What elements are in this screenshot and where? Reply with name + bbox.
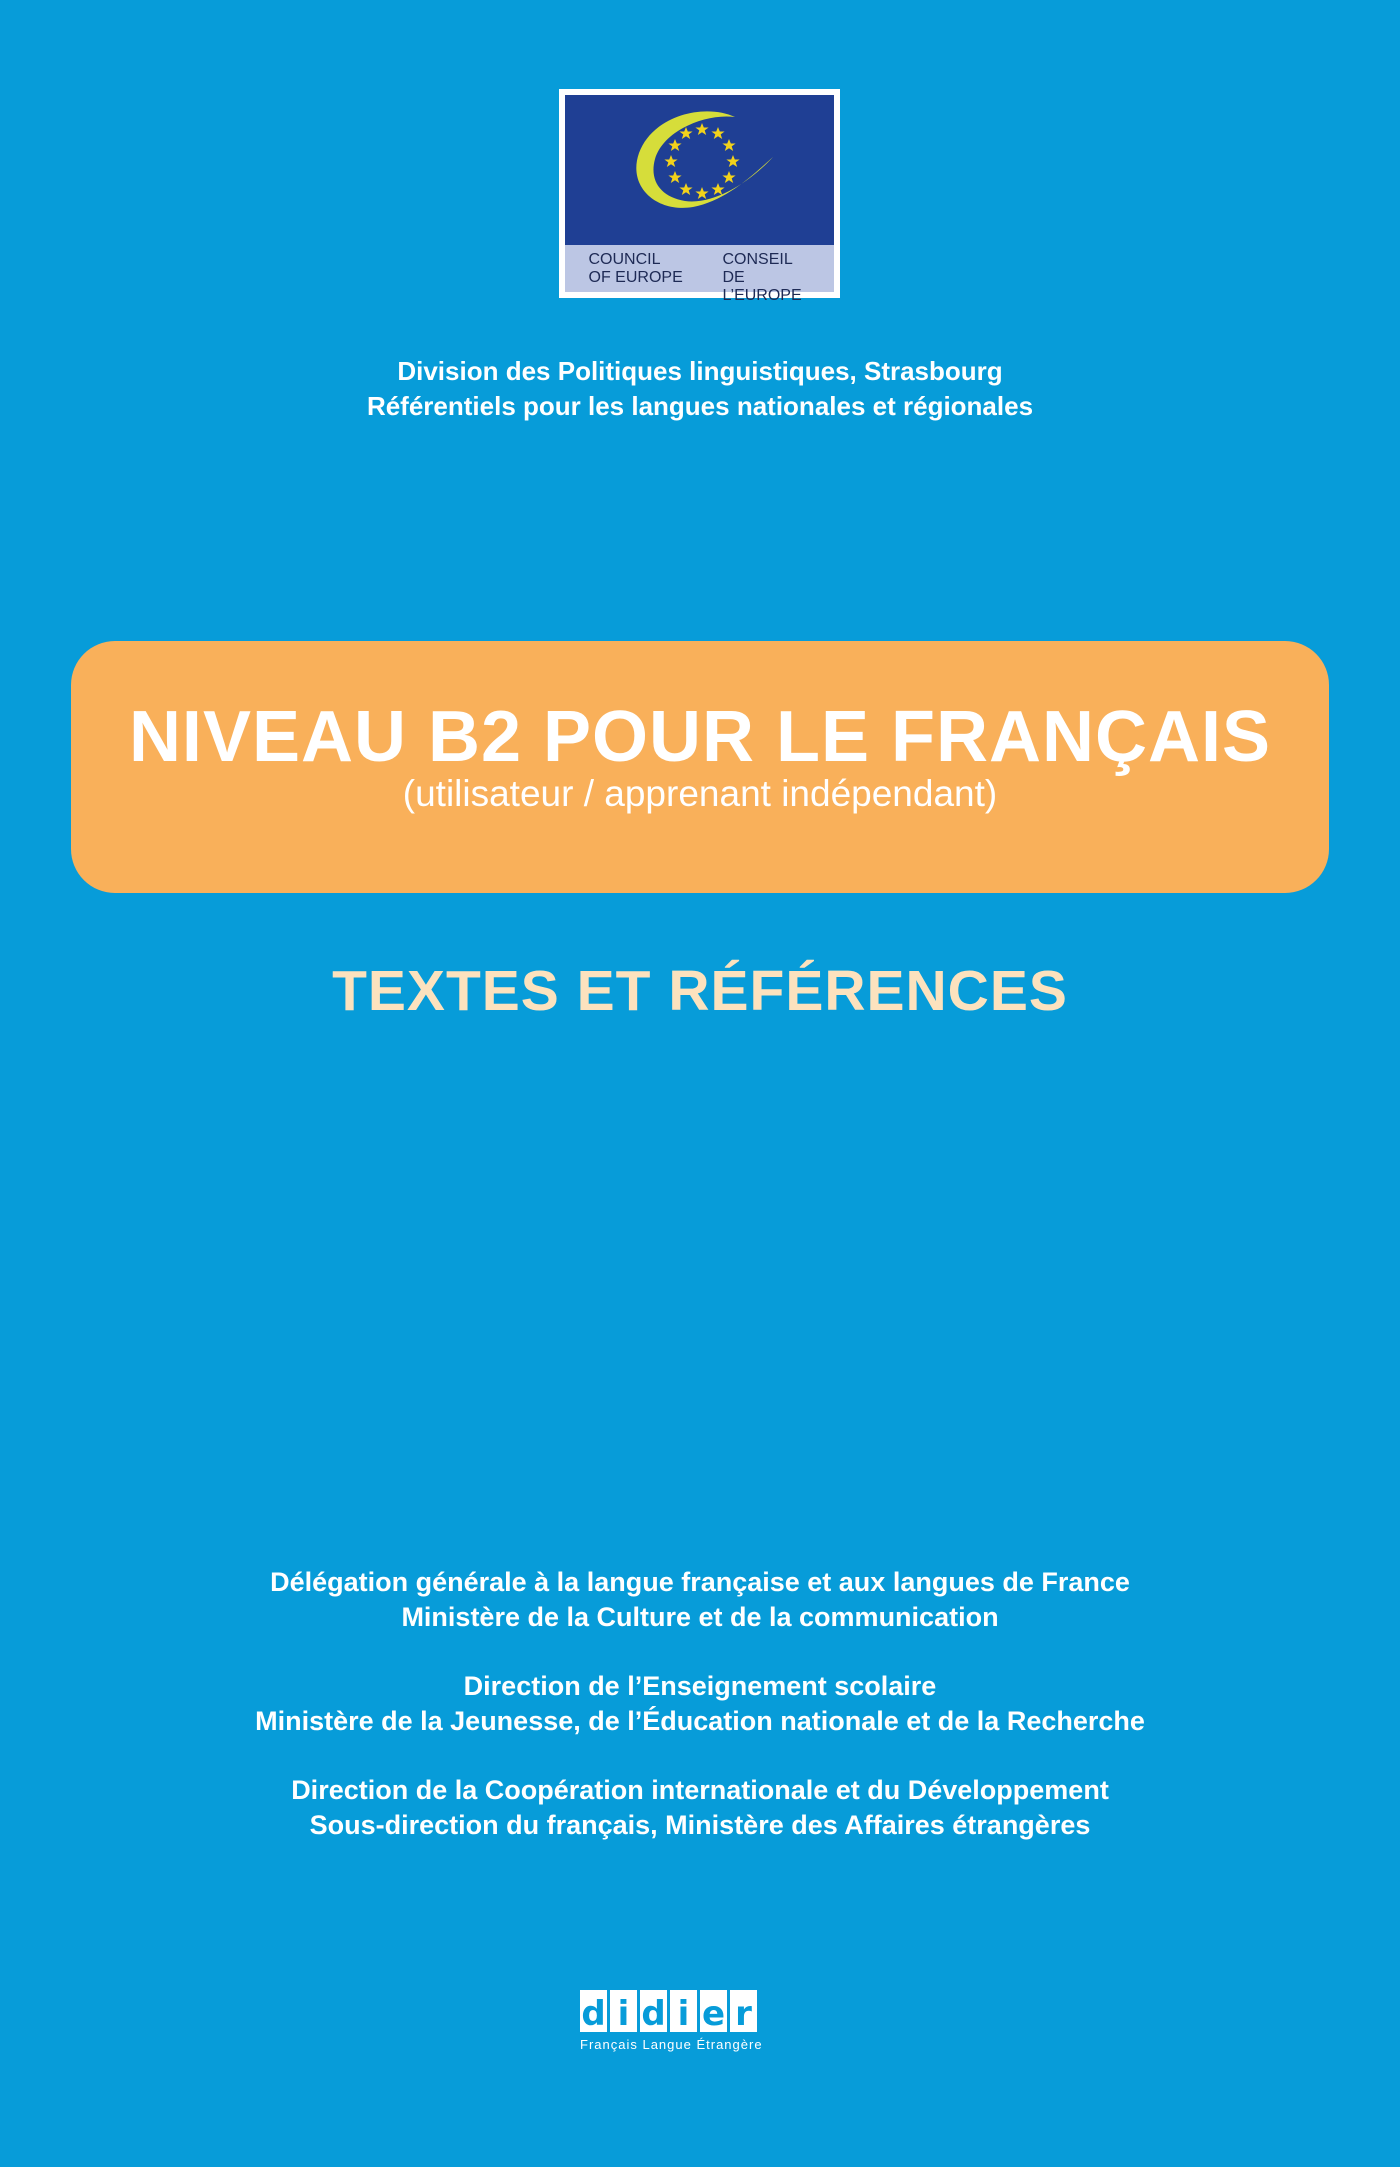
institutions-list [0,1565,1400,1877]
institution-name: Direction de l’Enseignement scolaire [463,1671,937,1701]
institution-name: Direction de la Coopération internationale et du Développement [291,1775,1109,1805]
institution-ministry: Sous-direction du français, Ministère des Affaires étrangères [309,1810,1091,1840]
institution-item [0,1565,1400,1635]
didier-letter: i [670,1990,697,2032]
didier-letter: d [640,1990,667,2032]
book-subtitle: TEXTES ET RÉFÉRENCES [332,959,1068,1023]
didier-publisher-logo [580,1990,820,2062]
coe-name-english: COUNCIL OF EUROPE [588,251,683,286]
book-title: NIVEAU B2 POUR LE FRANÇAIS [128,697,1272,777]
book-title-sub: (utilisateur / apprenant indépendant) [402,773,998,814]
header-block [0,354,1400,424]
council-of-europe-logo [559,89,840,304]
didier-letter: e [700,1990,727,2032]
header-referentials: Référentiels pour les langues nationales et régionales [366,391,1034,421]
institution-item [0,1669,1400,1739]
institution-ministry: Ministère de la Culture et de la communication [401,1602,999,1632]
institution-name: Délégation générale à la langue française et aux langues de France [270,1567,1130,1597]
didier-wordmark [580,1990,757,2032]
title-box [71,641,1329,893]
didier-letter: i [610,1990,637,2032]
didier-letter: r [730,1990,757,2032]
coe-emblem-graphic [565,95,834,245]
header-division: Division des Politiques linguistiques, Strasbourg [397,356,1003,386]
coe-name-french: CONSEIL DE L’EUROPE [722,251,802,304]
star-ring-icon [664,123,739,199]
didier-letter: d [580,1990,607,2032]
coe-names-band [565,245,834,304]
coe-flag-emblem [565,95,834,245]
institution-ministry: Ministère de la Jeunesse, de l’Éducation nationale et de la Recherche [255,1706,1145,1736]
didier-tagline: Français Langue Étrangère [580,2037,763,2052]
institution-item [0,1773,1400,1843]
